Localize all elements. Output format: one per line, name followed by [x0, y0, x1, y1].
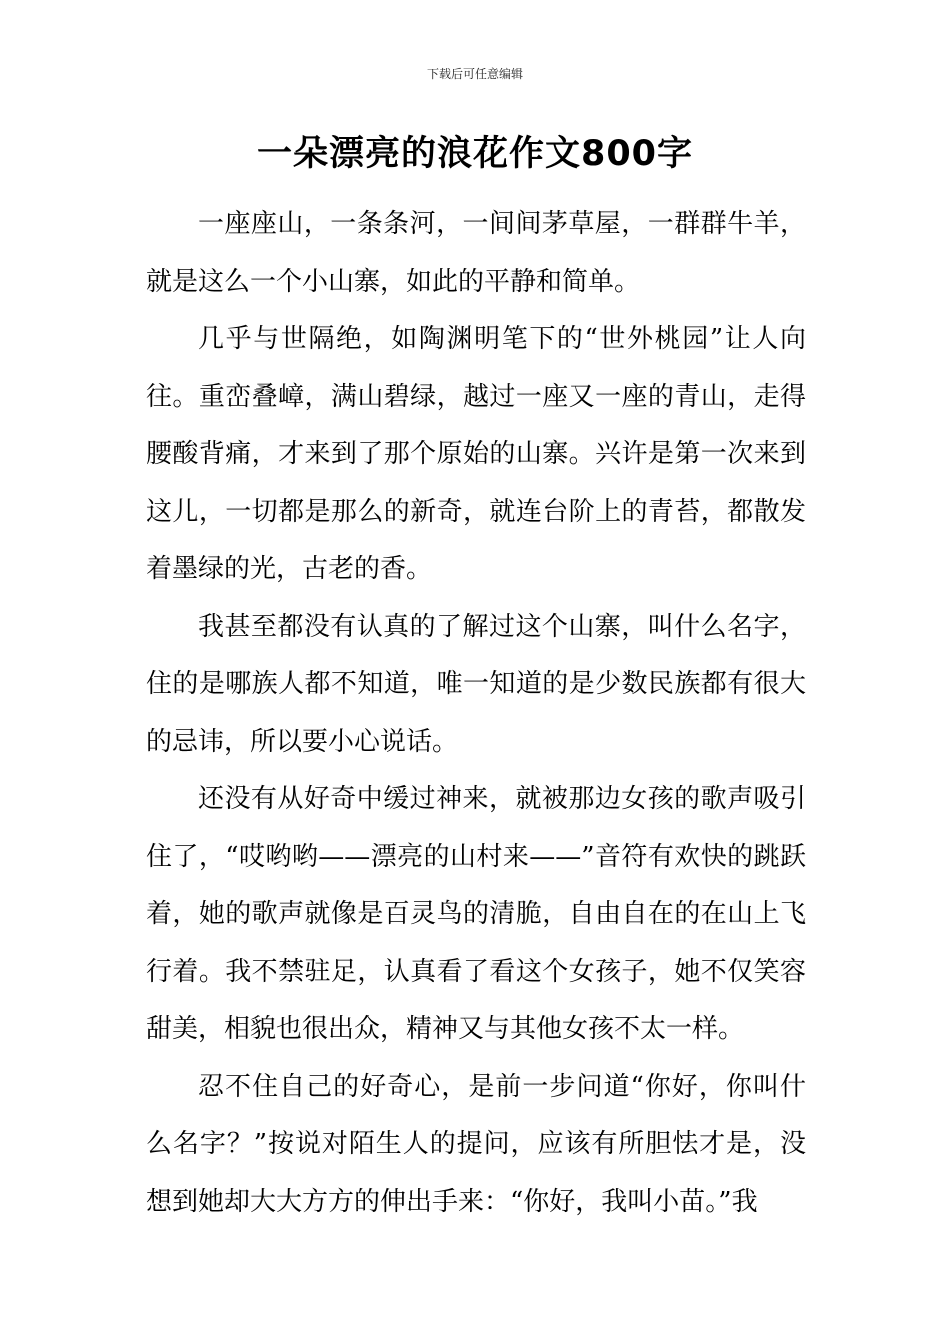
paragraph: 还没有从好奇中缓过神来，就被那边女孩的歌声吸引住了，“哎哟哟——漂亮的山村来——”音符有欢快的跳跃着，她的歌声就像是百灵鸟的清脆，自由自在的在山上飞行着。我不禁驻足，认真看了看这个女孩子，她不仅笑容甜美，相貌也很出众，精神又与其他女孩不太一样。	[146, 784, 806, 1044]
header-note: 下载后可任意编辑	[426, 67, 523, 81]
paragraph: 我甚至都没有认真的了解过这个山寨，叫什么名字，住的是哪族人都不知道，唯一知道的是少数民族都有很大的忌讳，所以要小心说话。	[146, 611, 806, 757]
paragraph: 忍不住自己的好奇心，是前一步问道“你好，你叫什么名字？”按说对陌生人的提问，应该有所胆怯才是，没想到她却大大方方的伸出手来：“你好，我叫小苗。”我	[146, 1071, 806, 1217]
document-body	[146, 196, 806, 1231]
paragraph: 几乎与世隔绝，如陶渊明笔下的“世外桃园”让人向往。重峦叠嶂，满山碧绿，越过一座又一座的青山，走得腰酸背痛，才来到了那个原始的山寨。兴许是第一次来到这儿，一切都是那么的新奇，就连台阶上的青苔，都散发着墨绿的光，古老的香。	[146, 324, 806, 584]
document-title: 一朵漂亮的浪花作文800字	[256, 134, 694, 174]
paragraph: 一座座山，一条条河，一间间茅草屋，一群群牛羊，就是这么一个小山寨，如此的平静和简单。	[146, 209, 806, 297]
